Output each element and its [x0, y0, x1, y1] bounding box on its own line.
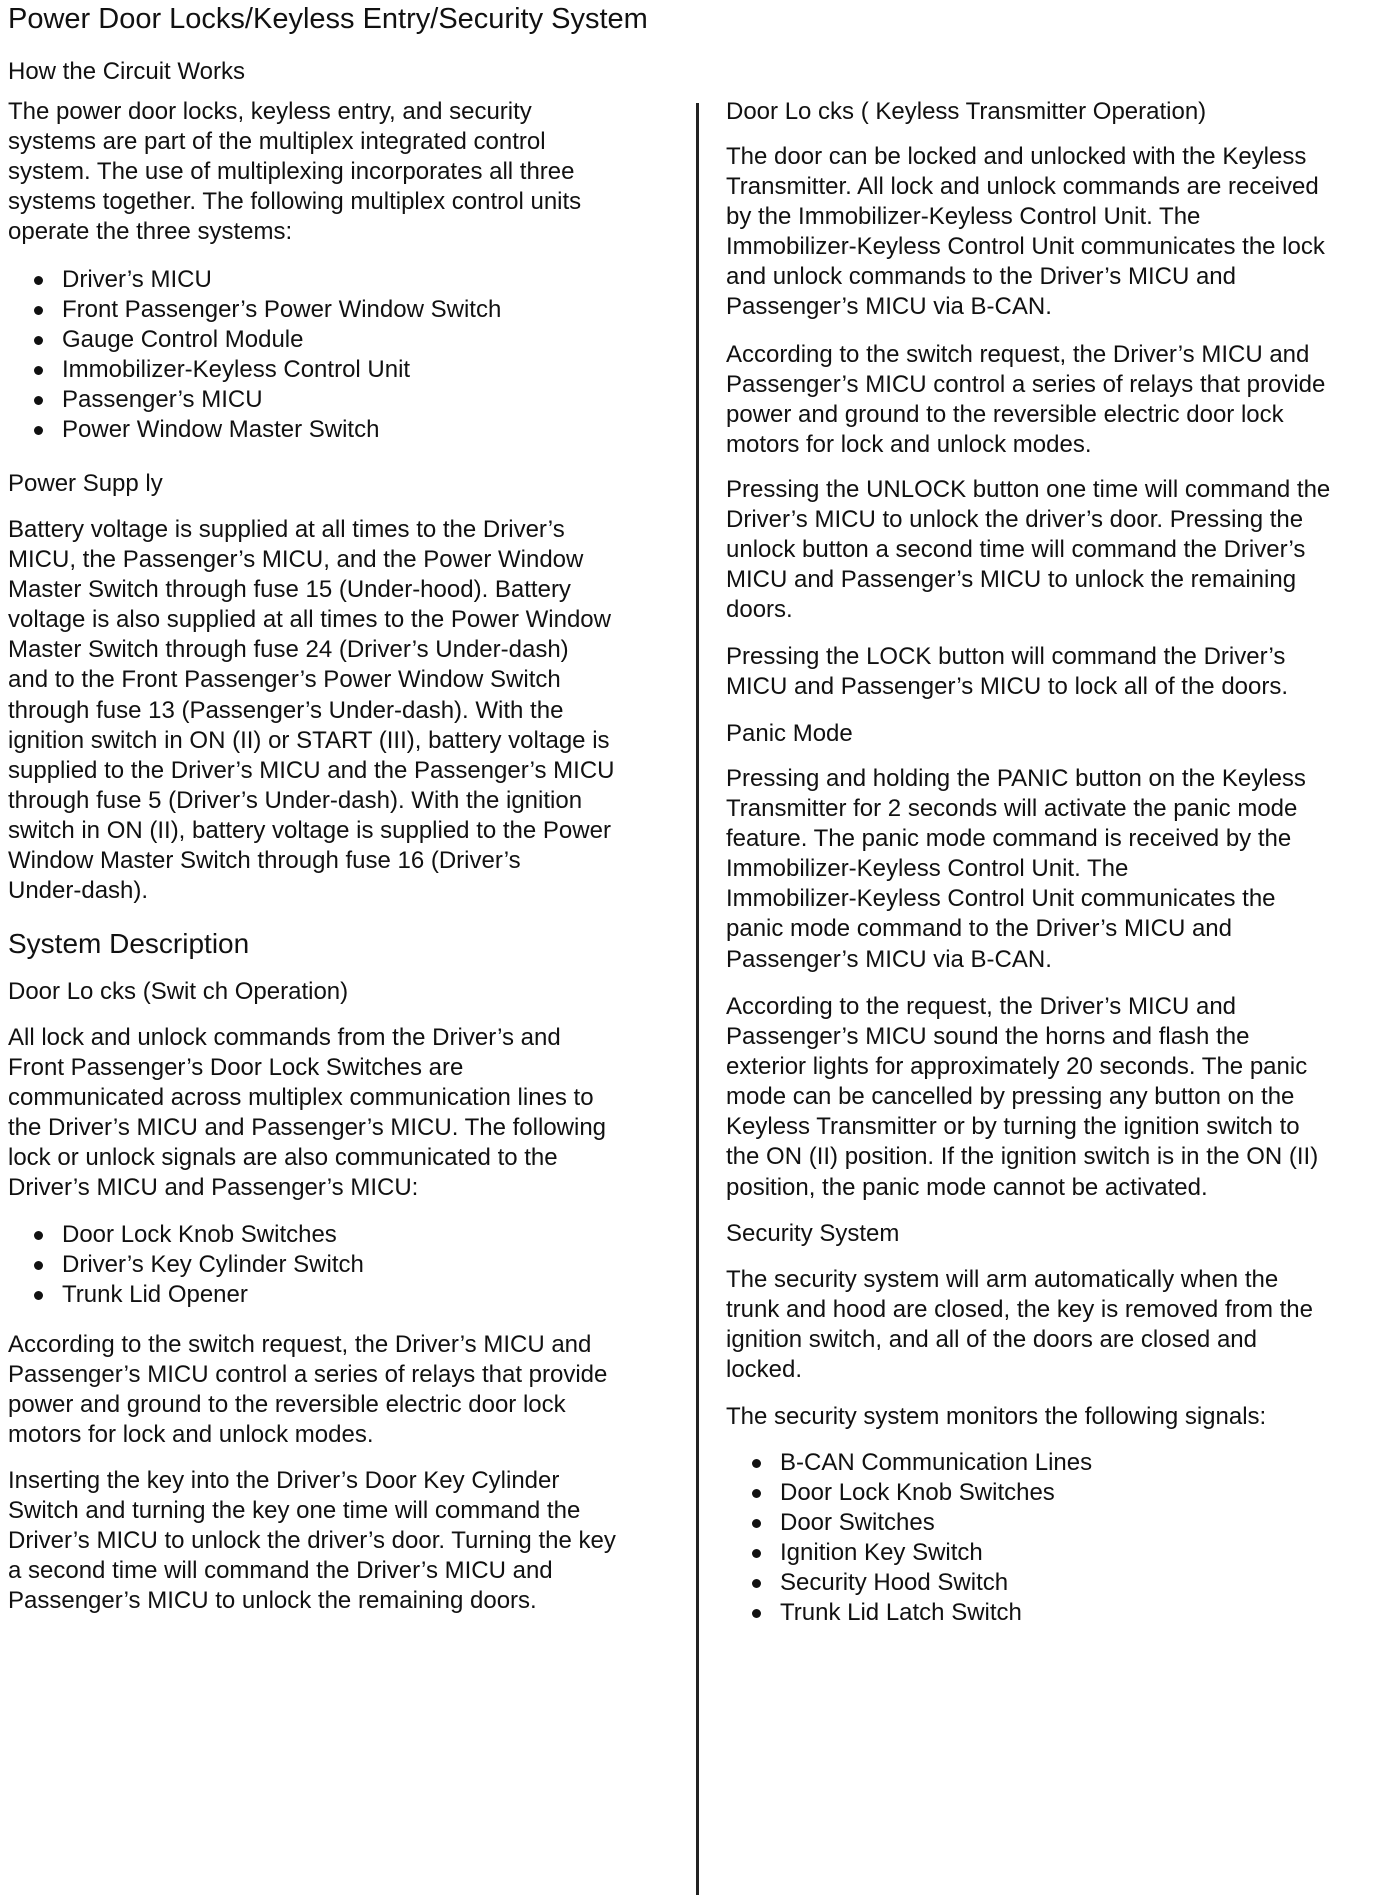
text-line: unlock button a second time will command the Driver’s	[726, 536, 1306, 564]
text-line: Immobilizer-Keyless Control Unit communicates the lock	[726, 233, 1325, 261]
bullet-list	[718, 1448, 1092, 1629]
text-line: Under-dash).	[8, 877, 149, 905]
list-item: Door Lock Knob Switches	[0, 1220, 364, 1250]
text-line: motors for lock and unlock modes.	[8, 1421, 374, 1449]
list-item: Front Passenger’s Power Window Switch	[0, 295, 501, 325]
section-heading	[8, 927, 249, 961]
section-heading	[726, 1219, 899, 1249]
text-line: voltage is also supplied at all times to the Power Window	[8, 606, 611, 634]
section-heading	[8, 57, 245, 87]
paragraph	[726, 1402, 1266, 1432]
text-line: locked.	[726, 1356, 803, 1384]
text-line: exterior lights for approximately 20 seconds. The panic	[726, 1053, 1308, 1081]
text-line: Passenger’s MICU control a series of relays that provide	[8, 1361, 608, 1389]
paragraph	[726, 340, 1325, 460]
text-line: Transmitter for 2 seconds will activate the panic mode	[726, 795, 1298, 823]
text-line: The power door locks, keyless entry, and security	[8, 98, 532, 125]
text-line: trunk and hood are closed, the key is removed from the	[726, 1296, 1313, 1324]
text-line: Pressing the LOCK button will command the Driver’s	[726, 643, 1286, 670]
paragraph	[8, 1330, 607, 1450]
text-line: operate the three systems:	[8, 218, 293, 246]
text-line: doors.	[726, 596, 793, 624]
paragraph	[8, 1466, 616, 1616]
text-line: power and ground to the reversible electric door lock	[8, 1391, 566, 1419]
list-item: Ignition Key Switch	[718, 1538, 1092, 1568]
list-item: Security Hood Switch	[718, 1568, 1092, 1598]
text-line: power and ground to the reversible electric door lock	[726, 401, 1284, 429]
text-line: Keyless Transmitter or by turning the ignition switch to	[726, 1113, 1300, 1141]
text-line: Immobilizer-Keyless Control Unit communicates the	[726, 885, 1276, 913]
text-line: How the Circuit Works	[8, 58, 245, 85]
paragraph	[726, 764, 1306, 975]
list-item: Immobilizer-Keyless Control Unit	[0, 355, 501, 385]
list-item: Door Lock Knob Switches	[718, 1478, 1092, 1508]
text-line: position, the panic mode cannot be activated.	[726, 1173, 1208, 1201]
text-line: Driver’s MICU to unlock the driver’s door. Pressing the	[726, 506, 1304, 534]
text-line: a second time will command the Driver’s MICU and	[8, 1557, 553, 1585]
page-title: Power Door Locks/Keyless Entry/Security System	[8, 3, 648, 35]
list-item: Driver’s MICU	[0, 265, 501, 295]
section-heading	[726, 719, 853, 749]
text-line: by the Immobilizer-Keyless Control Unit. The	[726, 203, 1201, 231]
text-line: Passenger’s MICU via B-CAN.	[726, 293, 1052, 321]
text-line: According to the request, the Driver’s MICU and	[726, 993, 1237, 1020]
text-line: through fuse 5 (Driver’s Under-dash). With the ignition	[8, 786, 583, 814]
bullet-list	[0, 265, 501, 446]
text-line: Panic Mode	[726, 720, 853, 747]
text-line: the Driver’s MICU and Passenger’s MICU. The following	[8, 1114, 607, 1142]
text-line: Pressing and holding the PANIC button on the Keyless	[726, 765, 1306, 792]
text-line: system. The use of multiplexing incorporates all three	[8, 158, 575, 186]
list-item: Gauge Control Module	[0, 325, 501, 355]
text-line: Driver’s MICU to unlock the driver’s door. Turning the key	[8, 1527, 616, 1555]
text-line: and unlock commands to the Driver’s MICU and	[726, 263, 1236, 291]
text-line: Window Master Switch through fuse 16 (Driver’s	[8, 847, 521, 875]
text-line: MICU, the Passenger’s MICU, and the Power Window	[8, 546, 584, 574]
text-line: the ON (II) position. If the ignition switch is in the ON (II)	[726, 1143, 1319, 1171]
section-heading	[8, 469, 163, 499]
text-line: MICU and Passenger’s MICU to unlock the remaining	[726, 566, 1297, 594]
text-line: Door Lo cks ( Keyless Transmitter Operation)	[726, 98, 1207, 125]
text-line: Battery voltage is supplied at all times to the Driver’s	[8, 516, 565, 543]
list-item: Trunk Lid Latch Switch	[718, 1598, 1092, 1628]
text-line: motors for lock and unlock modes.	[726, 431, 1092, 459]
text-line: feature. The panic mode command is received by the	[726, 825, 1292, 853]
column-divider	[696, 103, 699, 1895]
text-line: System Description	[8, 928, 250, 959]
text-line: lock or unlock signals are also communicated to the	[8, 1144, 558, 1172]
text-line: Passenger’s MICU via B-CAN.	[726, 945, 1052, 973]
text-line: MICU and Passenger’s MICU to lock all of the doors.	[726, 673, 1289, 701]
list-item: B-CAN Communication Lines	[718, 1448, 1092, 1478]
paragraph	[726, 642, 1288, 702]
text-line: and to the Front Passenger’s Power Window Switch	[8, 666, 561, 694]
text-line: switch in ON (II), battery voltage is supplied to the Power	[8, 816, 611, 844]
text-line: panic mode command to the Driver’s MICU and	[726, 915, 1232, 943]
section-heading	[8, 977, 348, 1007]
text-line: Passenger’s MICU to unlock the remaining doors.	[8, 1587, 537, 1615]
text-line: According to the switch request, the Driver’s MICU and	[8, 1331, 592, 1358]
text-line: Power Supp ly	[8, 470, 163, 497]
paragraph	[726, 475, 1330, 625]
list-item: Door Switches	[718, 1508, 1092, 1538]
text-line: systems are part of the multiplex integrated control	[8, 128, 546, 156]
text-line: Passenger’s MICU sound the horns and flash the	[726, 1023, 1250, 1051]
paragraph	[726, 992, 1318, 1203]
text-line: Door Lo cks (Swit ch Operation)	[8, 978, 349, 1005]
paragraph	[726, 1265, 1313, 1385]
text-line: Driver’s MICU and Passenger’s MICU:	[8, 1174, 419, 1202]
text-line: through fuse 13 (Passenger’s Under-dash). With the	[8, 696, 564, 724]
text-line: supplied to the Driver’s MICU and the Passenger’s MICU	[8, 756, 615, 784]
paragraph	[726, 142, 1325, 323]
text-line: communicated across multiplex communication lines to	[8, 1084, 594, 1112]
text-line: Pressing the UNLOCK button one time will command the	[726, 476, 1331, 503]
text-line: Switch and turning the key one time will command the	[8, 1497, 581, 1525]
text-line: According to the switch request, the Driver’s MICU and	[726, 341, 1310, 368]
text-line: Master Switch through fuse 24 (Driver’s Under-dash)	[8, 636, 569, 664]
text-line: The door can be locked and unlocked with the Keyless	[726, 143, 1307, 170]
text-line: Security System	[726, 1220, 900, 1247]
text-line: Master Switch through fuse 15 (Under-hood). Battery	[8, 576, 571, 604]
text-line: ignition switch in ON (II) or START (III), battery voltage is	[8, 726, 610, 754]
section-heading	[726, 97, 1206, 127]
text-line: The security system will arm automatically when the	[726, 1266, 1279, 1293]
paragraph	[8, 97, 581, 247]
bullet-list	[0, 1220, 364, 1310]
text-line: The security system monitors the following signals:	[726, 1403, 1267, 1430]
paragraph	[8, 515, 615, 906]
text-line: Front Passenger’s Door Lock Switches are	[8, 1054, 464, 1082]
list-item: Driver’s Key Cylinder Switch	[0, 1250, 364, 1280]
text-line: systems together. The following multiplex control units	[8, 188, 582, 216]
list-item: Power Window Master Switch	[0, 415, 501, 445]
text-line: Passenger’s MICU control a series of relays that provide	[726, 371, 1326, 399]
list-item: Passenger’s MICU	[0, 385, 501, 415]
text-line: Inserting the key into the Driver’s Door Key Cylinder	[8, 1467, 560, 1494]
text-line: Transmitter. All lock and unlock commands are received	[726, 173, 1319, 201]
list-item: Trunk Lid Opener	[0, 1280, 364, 1310]
text-line: All lock and unlock commands from the Driver’s and	[8, 1024, 561, 1051]
paragraph	[8, 1023, 606, 1204]
text-line: mode can be cancelled by pressing any button on the	[726, 1083, 1295, 1111]
text-line: ignition switch, and all of the doors are closed and	[726, 1326, 1257, 1354]
text-line: Immobilizer-Keyless Control Unit. The	[726, 855, 1129, 883]
